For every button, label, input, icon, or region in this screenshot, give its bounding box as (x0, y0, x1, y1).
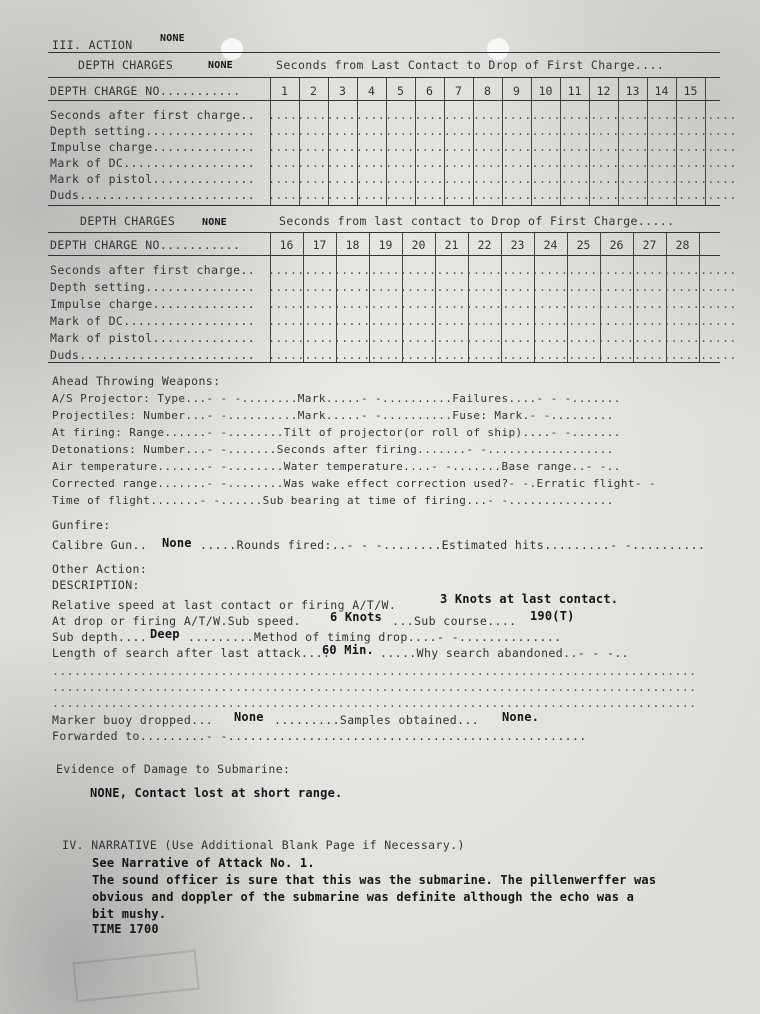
calibre-label: Calibre Gun.. (52, 538, 148, 552)
grid-column-line (502, 78, 503, 205)
sub-course-value: 190(T) (530, 609, 575, 623)
grid-column-line (299, 78, 300, 205)
dc2-rule-top (48, 232, 720, 233)
grid-column-line (647, 78, 648, 205)
grid-column-line (270, 233, 271, 362)
grid-column-line (402, 233, 403, 362)
grid-column-line (705, 78, 706, 205)
dc2-row-header: DEPTH CHARGE NO........... (50, 238, 241, 252)
dc-row-dots: ................................................................ (268, 188, 737, 202)
dc-number: 23 (510, 238, 525, 252)
samples-label: .........Samples obtained... (274, 713, 480, 727)
sub-depth-label: Sub depth.... (52, 630, 148, 644)
punch-hole-left (221, 38, 243, 60)
ahead-throwing-line: Time of flight.......- -......Sub bearing at time of firing...- -............... (52, 494, 614, 507)
sub-speed-value: 6 Knots (330, 610, 382, 624)
grid-column-line (435, 233, 436, 362)
dotted-line: ........................................................................................ (52, 696, 697, 710)
sub-speed-label: At drop or firing A/T/W.Sub speed. (52, 614, 302, 628)
faded-stamp (72, 950, 200, 1003)
narrative-title: IV. NARRATIVE (Use Additional Blank Page if Necessary.) (62, 838, 465, 852)
dc-number: 25 (576, 238, 591, 252)
dc-number: 16 (279, 238, 294, 252)
dc-row-label: Depth setting............... (50, 124, 256, 138)
other-action-title: Other Action: (52, 562, 148, 576)
dc2-rule-bottom (48, 362, 720, 363)
dc-number: 1 (281, 84, 288, 98)
dc-row-label: Seconds after first charge.. (50, 263, 256, 277)
narrative-line-2: The sound officer is sure that this was the submarine. The pillenwerffer was (92, 873, 657, 887)
dc-number: 9 (513, 84, 520, 98)
dc-number: 12 (596, 84, 611, 98)
sub-course-label: ...Sub course.... (392, 614, 517, 628)
grid-column-line (666, 233, 667, 362)
dc1-number-row (270, 84, 705, 98)
grid-column-line (589, 78, 590, 205)
dc2-label: DEPTH CHARGES (80, 214, 176, 228)
grid-column-line (369, 233, 370, 362)
grid-column-line (303, 233, 304, 362)
dc-row-label: Mark of pistol.............. (50, 172, 256, 186)
dc-number: 26 (609, 238, 624, 252)
grid-column-line (473, 78, 474, 205)
grid-column-line (328, 78, 329, 205)
dc-number: 6 (426, 84, 433, 98)
dc1-rule-mid (48, 100, 720, 101)
dc-number: 5 (397, 84, 404, 98)
dc-row-label: Mark of DC.................. (50, 156, 256, 170)
grid-column-line (357, 78, 358, 205)
dc2-value: NONE (202, 217, 227, 228)
grid-column-line (444, 78, 445, 205)
dc-row-label: Duds........................ (50, 348, 256, 362)
ahead-throwing-line: Corrected range.......- -........Was wake effect correction used?- -.Erratic flight- - (52, 477, 656, 490)
dc-row-dots: ................................................................ (268, 156, 737, 170)
dc-row-dots: ................................................................ (268, 124, 737, 138)
dc-number: 28 (675, 238, 690, 252)
dc-row-dots: ................................................................ (268, 348, 737, 362)
dc-number: 11 (567, 84, 582, 98)
dc-row-dots: ................................................................ (268, 280, 737, 294)
dc-row-dots: ................................................................ (268, 108, 737, 122)
grid-column-line (699, 233, 700, 362)
ahead-throwing-line: At firing: Range......- -........Tilt of projector(or roll of ship)....- -....... (52, 426, 621, 439)
grid-column-line (501, 233, 502, 362)
dc2-rule-mid (48, 255, 720, 256)
timing-method-label: .........Method of timing drop....- -.............. (188, 630, 562, 644)
grid-column-line (618, 78, 619, 205)
gunfire-rest: .....Rounds fired:..- - -........Estimated hits.........- -.......... (200, 538, 706, 552)
grid-column-line (270, 78, 271, 205)
marker-buoy-value: None (234, 710, 264, 724)
dc-number: 19 (378, 238, 393, 252)
dc-row-label: Depth setting............... (50, 280, 256, 294)
ahead-throwing-line: Projectiles: Number...- -..........Mark.....- -..........Fuse: Mark.- -......... (52, 409, 614, 422)
grid-column-line (468, 233, 469, 362)
dc-number: 8 (484, 84, 491, 98)
grid-column-line (560, 78, 561, 205)
ahead-throwing-line: Detonations: Number...- -.......Seconds after firing.......- -.................. (52, 443, 614, 456)
section-title: III. ACTION (52, 38, 133, 52)
grid-column-line (567, 233, 568, 362)
punch-hole-right (487, 38, 509, 60)
dc1-row-header: DEPTH CHARGE NO........... (50, 84, 241, 98)
dc2-header-text: Seconds from last contact to Drop of First Charge..... (279, 214, 675, 228)
dc-number: 22 (477, 238, 492, 252)
grid-column-line (386, 78, 387, 205)
grid-column-line (633, 233, 634, 362)
grid-column-line (534, 233, 535, 362)
search-length-label: Length of search after last attack.... (52, 646, 331, 660)
dc1-rule-bottom (48, 205, 720, 206)
relative-speed-value: 3 Knots at last contact. (440, 592, 619, 606)
grid-column-line (336, 233, 337, 362)
dc-row-label: Mark of DC.................. (50, 314, 256, 328)
sub-depth-value: Deep (150, 627, 180, 641)
damage-value: NONE, Contact lost at short range. (90, 786, 343, 800)
dotted-line: ........................................................................................ (52, 680, 697, 694)
ahead-throwing-title: Ahead Throwing Weapons: (52, 374, 221, 388)
search-length-value: 60 Min. (322, 643, 374, 657)
dc-number: 3 (339, 84, 346, 98)
dc1-value: NONE (208, 60, 233, 71)
dc-number: 27 (642, 238, 657, 252)
grid-column-line (531, 78, 532, 205)
dc-row-label: Impulse charge.............. (50, 297, 256, 311)
dc-row-dots: ................................................................ (268, 331, 737, 345)
dc-row-dots: ................................................................ (268, 140, 737, 154)
grid-column-line (415, 78, 416, 205)
narrative-line-1: See Narrative of Attack No. 1. (92, 856, 315, 870)
gunfire-title: Gunfire: (52, 518, 111, 532)
dc-number: 17 (312, 238, 327, 252)
grid-column-line (600, 233, 601, 362)
relative-speed-label: Relative speed at last contact or firing A/T/W. (52, 598, 397, 612)
dc-number: 20 (411, 238, 426, 252)
grid-column-line (676, 78, 677, 205)
dc1-header-text: Seconds from Last Contact to Drop of First Charge.... (276, 58, 665, 72)
dc-row-dots: ................................................................ (268, 314, 737, 328)
search-abandon-label: .....Why search abandoned..- - -.. (380, 646, 630, 660)
dc2-number-row (270, 238, 699, 252)
narrative-line-4: bit mushy. (92, 907, 167, 921)
section-title-value: NONE (160, 33, 185, 44)
dc1-label: DEPTH CHARGES (78, 58, 174, 72)
dc1-rule-top (48, 77, 720, 78)
calibre-value: None (162, 536, 192, 550)
dc-number: 24 (543, 238, 558, 252)
dc-number: 21 (444, 238, 459, 252)
narrative-line-3: obvious and doppler of the submarine was definite although the echo was a (92, 890, 634, 904)
dc-row-label: Impulse charge.............. (50, 140, 256, 154)
narrative-line-5: TIME 1700 (92, 922, 159, 936)
ahead-throwing-line: Air temperature.......- -........Water temperature....- -.......Base range..- -.. (52, 460, 621, 473)
dc-number: 18 (345, 238, 360, 252)
damage-label: Evidence of Damage to Submarine: (56, 762, 291, 776)
dc-row-dots: ................................................................ (268, 263, 737, 277)
dc-number: 7 (455, 84, 462, 98)
dc-number: 10 (538, 84, 553, 98)
dc-row-label: Seconds after first charge.. (50, 108, 256, 122)
dc-number: 15 (683, 84, 698, 98)
dc-row-dots: ................................................................ (268, 297, 737, 311)
dotted-line: ........................................................................................ (52, 664, 697, 678)
ahead-throwing-line: A/S Projector: Type...- - -........Mark.....- -..........Failures....- - -....... (52, 392, 621, 405)
description-label: DESCRIPTION: (52, 578, 140, 592)
dc-number: 2 (310, 84, 317, 98)
dc-row-dots: ................................................................ (268, 172, 737, 186)
dc-row-label: Duds........................ (50, 188, 256, 202)
dc-number: 13 (625, 84, 640, 98)
marker-buoy-label: Marker buoy dropped... (52, 713, 214, 727)
top-rule (48, 52, 720, 53)
dc-number: 4 (368, 84, 375, 98)
dc-row-label: Mark of pistol.............. (50, 331, 256, 345)
dc-number: 14 (654, 84, 669, 98)
forwarded-label: Forwarded to.........- -................................................. (52, 729, 587, 743)
samples-value: None. (502, 710, 540, 724)
